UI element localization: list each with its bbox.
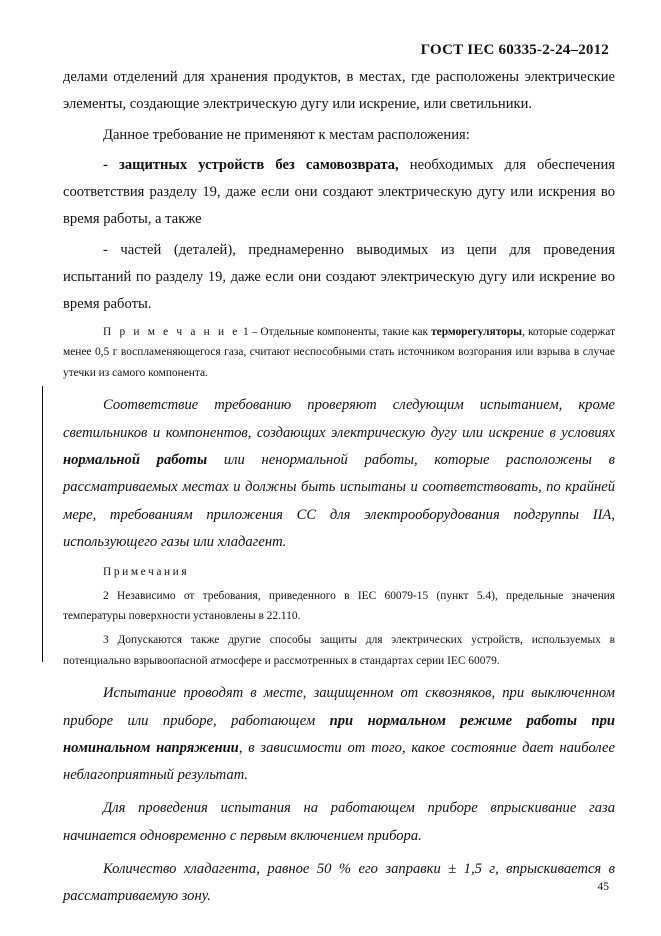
paragraph-disconnected-parts: - частей (деталей), преднамеренно выводимых из цепи для проведения испытаний по разделу 19, даже если они создают электрическую дугу или искрение во время работы. — [63, 241, 615, 313]
bold-term-protective-devices: - защитных устройств без самовозврата, — [103, 156, 399, 173]
note-3: 3 Допускаются также другие способы защиты для электрических устройств, используемых в потенциально взрывоопасной атмосфере и рассмотренных в стандартах серии IEC 60079. — [63, 634, 615, 667]
compliance-bold-term: нормальной работы — [63, 452, 208, 469]
paragraph-exception-intro: Данное требование не применяют к местам расположения: — [103, 126, 470, 143]
paragraph-protective-devices — [63, 152, 615, 234]
compliance-text-b: или ненормальной работы, которые расположены в рассматриваемых местах и должны быть испытаны и соответствовать, по крайней мере, требованиям приложения СС для электрооборудования подгруппы IIA, использующего газы или хладагент. — [63, 452, 615, 550]
note-1-text-a: 1 – Отдельные компоненты, такие как — [239, 325, 432, 338]
test-conditions-text-a: Испытание проводят в месте, защищенном от сквозняков, при выключенном приборе или приборе, работающем — [63, 685, 615, 729]
test-conditions-bold-term: при нормальном режиме работы при номинальном напряжении — [63, 712, 615, 756]
paragraph-compliance-test — [63, 392, 615, 556]
paragraph-test-conditions — [63, 680, 615, 789]
notes-heading: Примечания — [103, 566, 190, 579]
paragraph-refrigerant-amount: Количество хладагента, равное 50 % его заправки ± 1,5 г, впрыскивается в рассматриваемую зону. — [63, 860, 615, 905]
change-bar — [42, 386, 43, 662]
page-number: 45 — [597, 881, 609, 893]
paragraph-continuation: делами отделений для хранения продуктов, в местах, где расположены электрические элементы, создающие электрическую дугу или искрение, или светильники. — [63, 69, 615, 113]
compliance-text-a: Соответствие требованию проверяют следующим испытанием, кроме светильников и компонентов, создающих электрическую дугу или искрение в условиях — [63, 397, 615, 441]
note-1-label: П р и м е ч а н и е — [103, 325, 240, 338]
page-content — [63, 64, 615, 911]
test-conditions-text-b: , в зависимости от того, какое состояние дает наиболее неблагоприятный результат. — [63, 739, 615, 784]
note-2: 2 Независимо от требования, приведенного в IEC 60079-15 (пункт 5.4), предельные значения температуры поверхности установлены в 22.110. — [63, 589, 615, 623]
note-1-text-b: , которые содержат менее 0,5 г воспламеняющегося газа, считают неспособными стать источником возгорания или взрыва в случае утечки из самого компонента. — [63, 325, 615, 379]
note-1 — [63, 322, 615, 384]
paragraph-gas-injection: Для проведения испытания на работающем приборе впрыскивание газа начинается одновременно с первым включением прибора. — [63, 800, 615, 844]
note-1-bold-term: терморегуляторы — [431, 325, 523, 338]
document-header: ГОСТ IEC 60335-2-24–2012 — [420, 42, 609, 58]
text-protective-devices: необходимых для обеспечения соответствия разделу 19, даже если они создают электрическую дугу или искрения во время работы, а также — [63, 156, 615, 228]
